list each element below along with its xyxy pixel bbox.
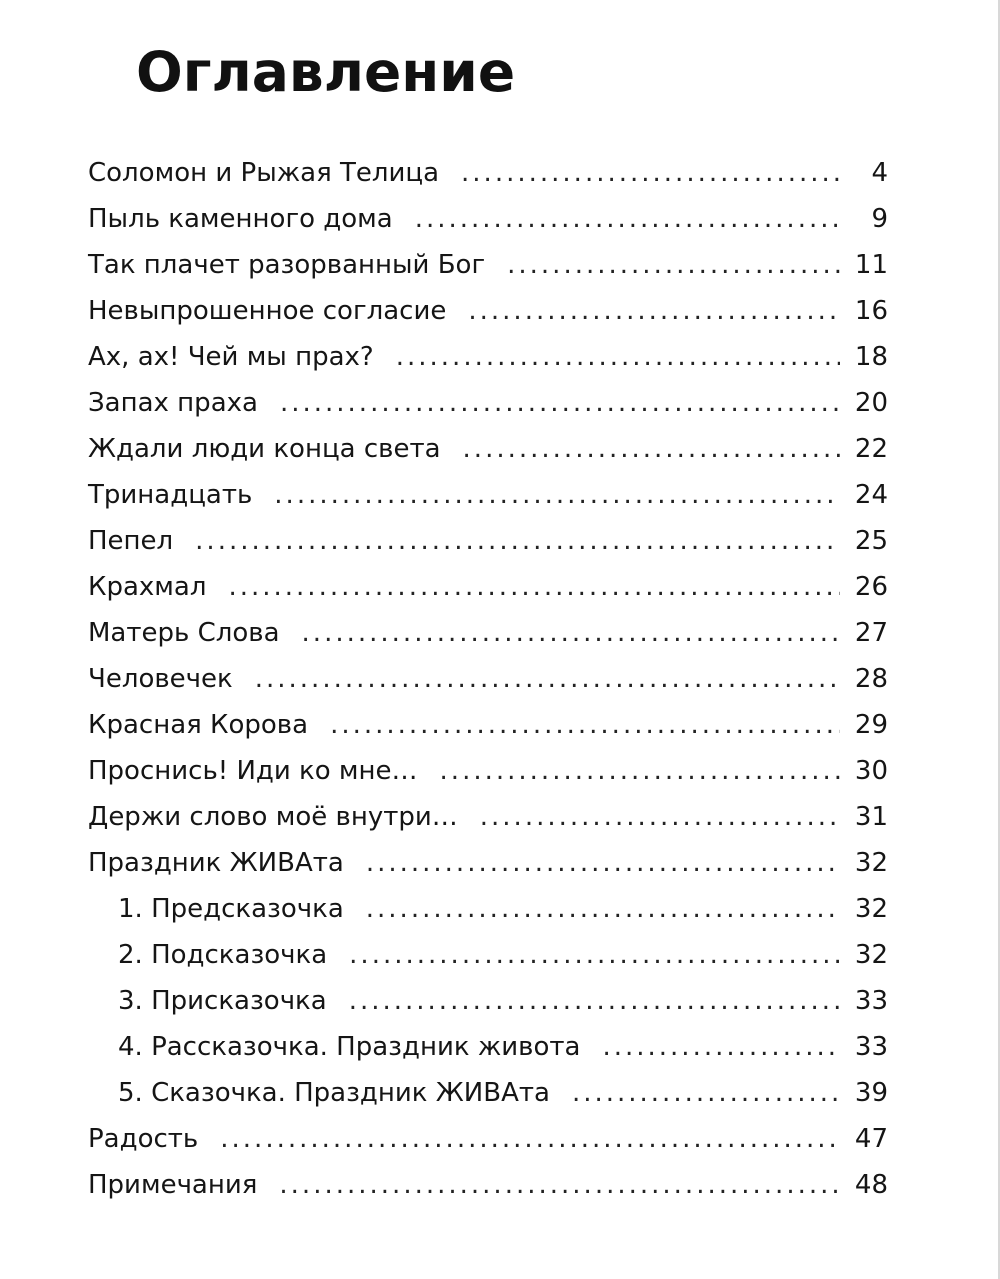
- dot-leader: [330, 702, 840, 748]
- toc-entry[interactable]: [88, 702, 888, 748]
- toc-entry-title: 5. Сказочка. Праздник ЖИВАта: [118, 1078, 550, 1108]
- toc-entry[interactable]: [88, 242, 888, 288]
- toc-entry-page: 30: [854, 756, 888, 786]
- toc-subentry[interactable]: [88, 886, 888, 932]
- toc-entry[interactable]: [88, 564, 888, 610]
- toc-entry-page: 24: [854, 480, 888, 510]
- toc-entry-page: 47: [854, 1124, 888, 1154]
- toc-subentry[interactable]: [88, 978, 888, 1024]
- toc-entry[interactable]: [88, 150, 888, 196]
- toc-entry-title: Праздник ЖИВАта: [88, 848, 344, 878]
- toc-entry-page: 33: [854, 1032, 888, 1062]
- toc-entry-title: Крахмал: [88, 572, 207, 602]
- dot-leader: [195, 518, 840, 564]
- toc-entry-title: Радость: [88, 1124, 199, 1154]
- toc-entry-title: Человечек: [88, 664, 233, 694]
- toc-entry[interactable]: [88, 656, 888, 702]
- toc-entry-title: Пепел: [88, 526, 174, 556]
- toc-entry-page: 29: [854, 710, 888, 740]
- dot-leader: [228, 564, 840, 610]
- toc-entry-page: 27: [854, 618, 888, 648]
- dot-leader: [602, 1024, 840, 1070]
- toc-entry[interactable]: [88, 288, 888, 334]
- toc-entry-title: Держи слово моё внутри…: [88, 802, 458, 832]
- dot-leader: [507, 242, 840, 288]
- toc-entry-title: Запах праха: [88, 388, 258, 418]
- toc-entry-title: Пыль каменного дома: [88, 204, 393, 234]
- toc-entry-title: 1. Предсказочка: [118, 894, 344, 924]
- toc-entry-page: 25: [854, 526, 888, 556]
- dot-leader: [440, 748, 840, 794]
- toc-entry-page: 32: [854, 940, 888, 970]
- dot-leader: [349, 978, 840, 1024]
- toc-entry-page: 9: [871, 204, 888, 234]
- toc-entry[interactable]: [88, 794, 888, 840]
- toc-entry[interactable]: [88, 334, 888, 380]
- toc-entry-title: Проснись! Иди ко мне…: [88, 756, 418, 786]
- dot-leader: [461, 150, 840, 196]
- toc-entry-page: 16: [854, 296, 888, 326]
- toc-entry-title: 2. Подсказочка: [118, 940, 328, 970]
- toc-subentry[interactable]: [88, 1024, 888, 1070]
- toc-entry-title: 4. Рассказочка. Праздник живота: [118, 1032, 581, 1062]
- toc-entry[interactable]: [88, 518, 888, 564]
- toc-entry-page: 48: [854, 1170, 888, 1200]
- toc-entry-page: 32: [854, 894, 888, 924]
- toc-entry-title: Так плачет разорванный Бог: [88, 250, 486, 280]
- toc-entry-page: 31: [854, 802, 888, 832]
- toc-entry[interactable]: [88, 426, 888, 472]
- toc-entry[interactable]: [88, 380, 888, 426]
- dot-leader: [274, 472, 840, 518]
- toc-entry-title: Матерь Слова: [88, 618, 280, 648]
- dot-leader: [280, 380, 840, 426]
- page-title: Оглавление: [136, 40, 516, 104]
- toc-entry-page: 11: [854, 250, 888, 280]
- toc-entry[interactable]: [88, 1162, 888, 1208]
- toc-entry-title: Соломон и Рыжая Телица: [88, 158, 440, 188]
- toc-entry-title: Красная Корова: [88, 710, 309, 740]
- toc-entry-page: 22: [854, 434, 888, 464]
- toc-entry-title: Примечания: [88, 1170, 258, 1200]
- toc-entry[interactable]: [88, 840, 888, 886]
- toc-entry-page: 20: [854, 388, 888, 418]
- toc-entry-page: 18: [854, 342, 888, 372]
- toc-subentry[interactable]: [88, 932, 888, 978]
- dot-leader: [349, 932, 840, 978]
- dot-leader: [396, 334, 840, 380]
- dot-leader: [279, 1162, 840, 1208]
- dot-leader: [415, 196, 840, 242]
- toc-entry[interactable]: [88, 748, 888, 794]
- toc-entry-title: Невыпрошенное согласие: [88, 296, 447, 326]
- toc-entry-page: 26: [854, 572, 888, 602]
- toc-entry[interactable]: [88, 610, 888, 656]
- dot-leader: [463, 426, 840, 472]
- toc-entry[interactable]: [88, 1116, 888, 1162]
- dot-leader: [255, 656, 840, 702]
- toc-entry-title: Тринадцать: [88, 480, 253, 510]
- toc-subentry[interactable]: [88, 1070, 888, 1116]
- dot-leader: [366, 886, 840, 932]
- toc-entry-page: 4: [871, 158, 888, 188]
- toc-entry[interactable]: [88, 472, 888, 518]
- table-of-contents: [88, 150, 888, 1208]
- toc-entry-page: 39: [854, 1078, 888, 1108]
- dot-leader: [468, 288, 840, 334]
- toc-entry-title: Ах, ах! Чей мы прах?: [88, 342, 374, 372]
- dot-leader: [220, 1116, 840, 1162]
- toc-entry-title: Ждали люди конца света: [88, 434, 441, 464]
- dot-leader: [302, 610, 840, 656]
- dot-leader: [572, 1070, 840, 1116]
- dot-leader: [480, 794, 840, 840]
- toc-entry[interactable]: [88, 196, 888, 242]
- toc-entry-page: 28: [854, 664, 888, 694]
- toc-entry-title: 3. Присказочка: [118, 986, 327, 1016]
- toc-entry-page: 33: [854, 986, 888, 1016]
- toc-entry-page: 32: [854, 848, 888, 878]
- dot-leader: [366, 840, 840, 886]
